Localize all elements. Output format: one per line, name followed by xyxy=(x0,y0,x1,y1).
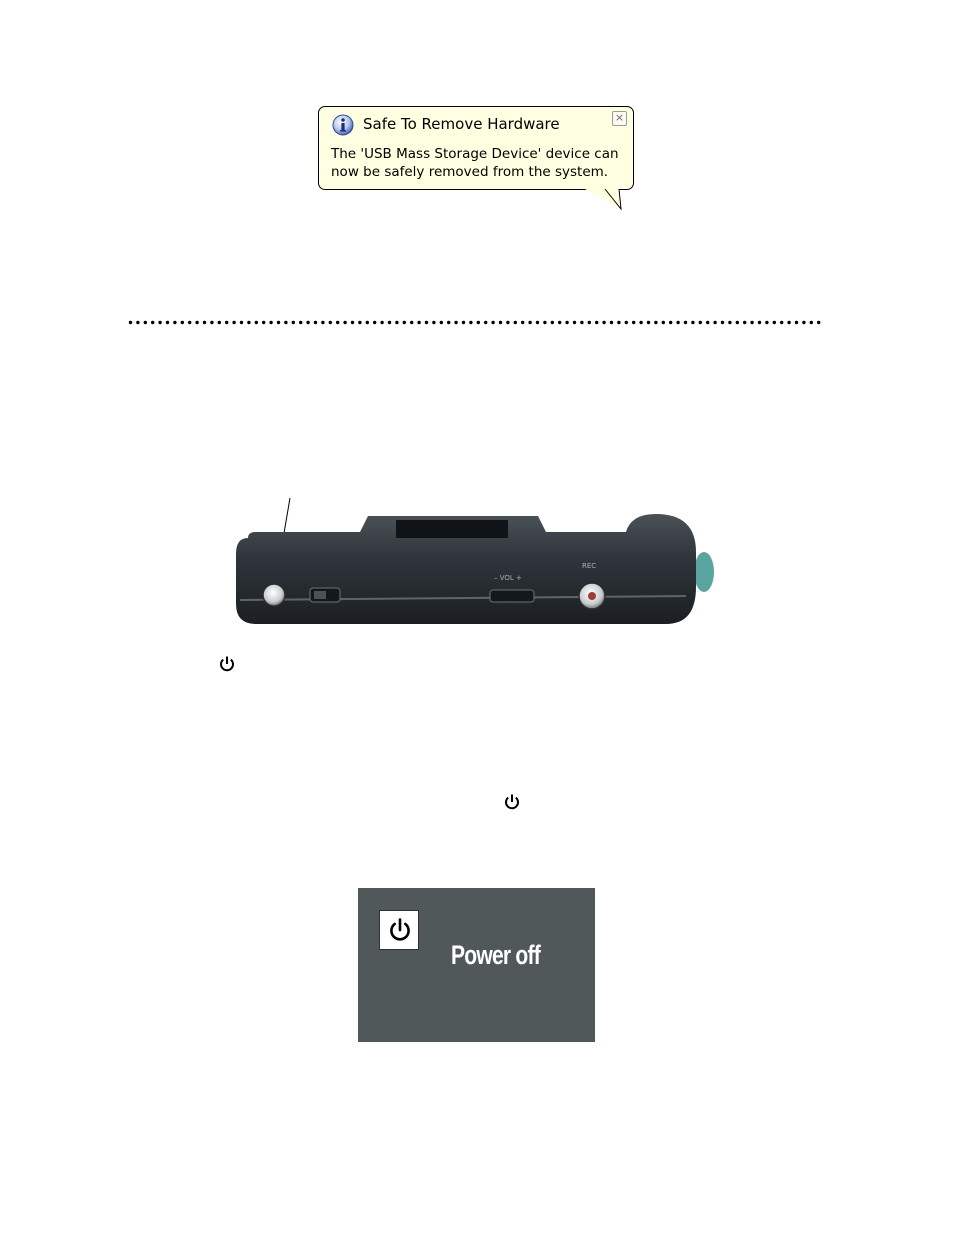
notification-title: Safe To Remove Hardware xyxy=(363,115,560,133)
power-off-label: Power off xyxy=(451,940,540,970)
safe-remove-notification xyxy=(318,106,634,190)
power-off-screen xyxy=(358,888,595,1042)
volume-label: – VOL + xyxy=(494,574,522,582)
close-icon[interactable]: × xyxy=(612,111,627,126)
info-icon xyxy=(332,114,354,136)
dotted-separator xyxy=(128,320,828,325)
power-icon-box xyxy=(379,910,419,950)
notification-message: The 'USB Mass Storage Device' device can now be safely removed from the system. xyxy=(331,146,619,180)
power-icon xyxy=(503,793,521,811)
power-icon xyxy=(387,917,413,943)
device-top-view xyxy=(226,492,726,634)
balloon-tail xyxy=(583,188,623,210)
power-icon xyxy=(218,655,236,673)
rec-label: REC xyxy=(582,562,597,570)
